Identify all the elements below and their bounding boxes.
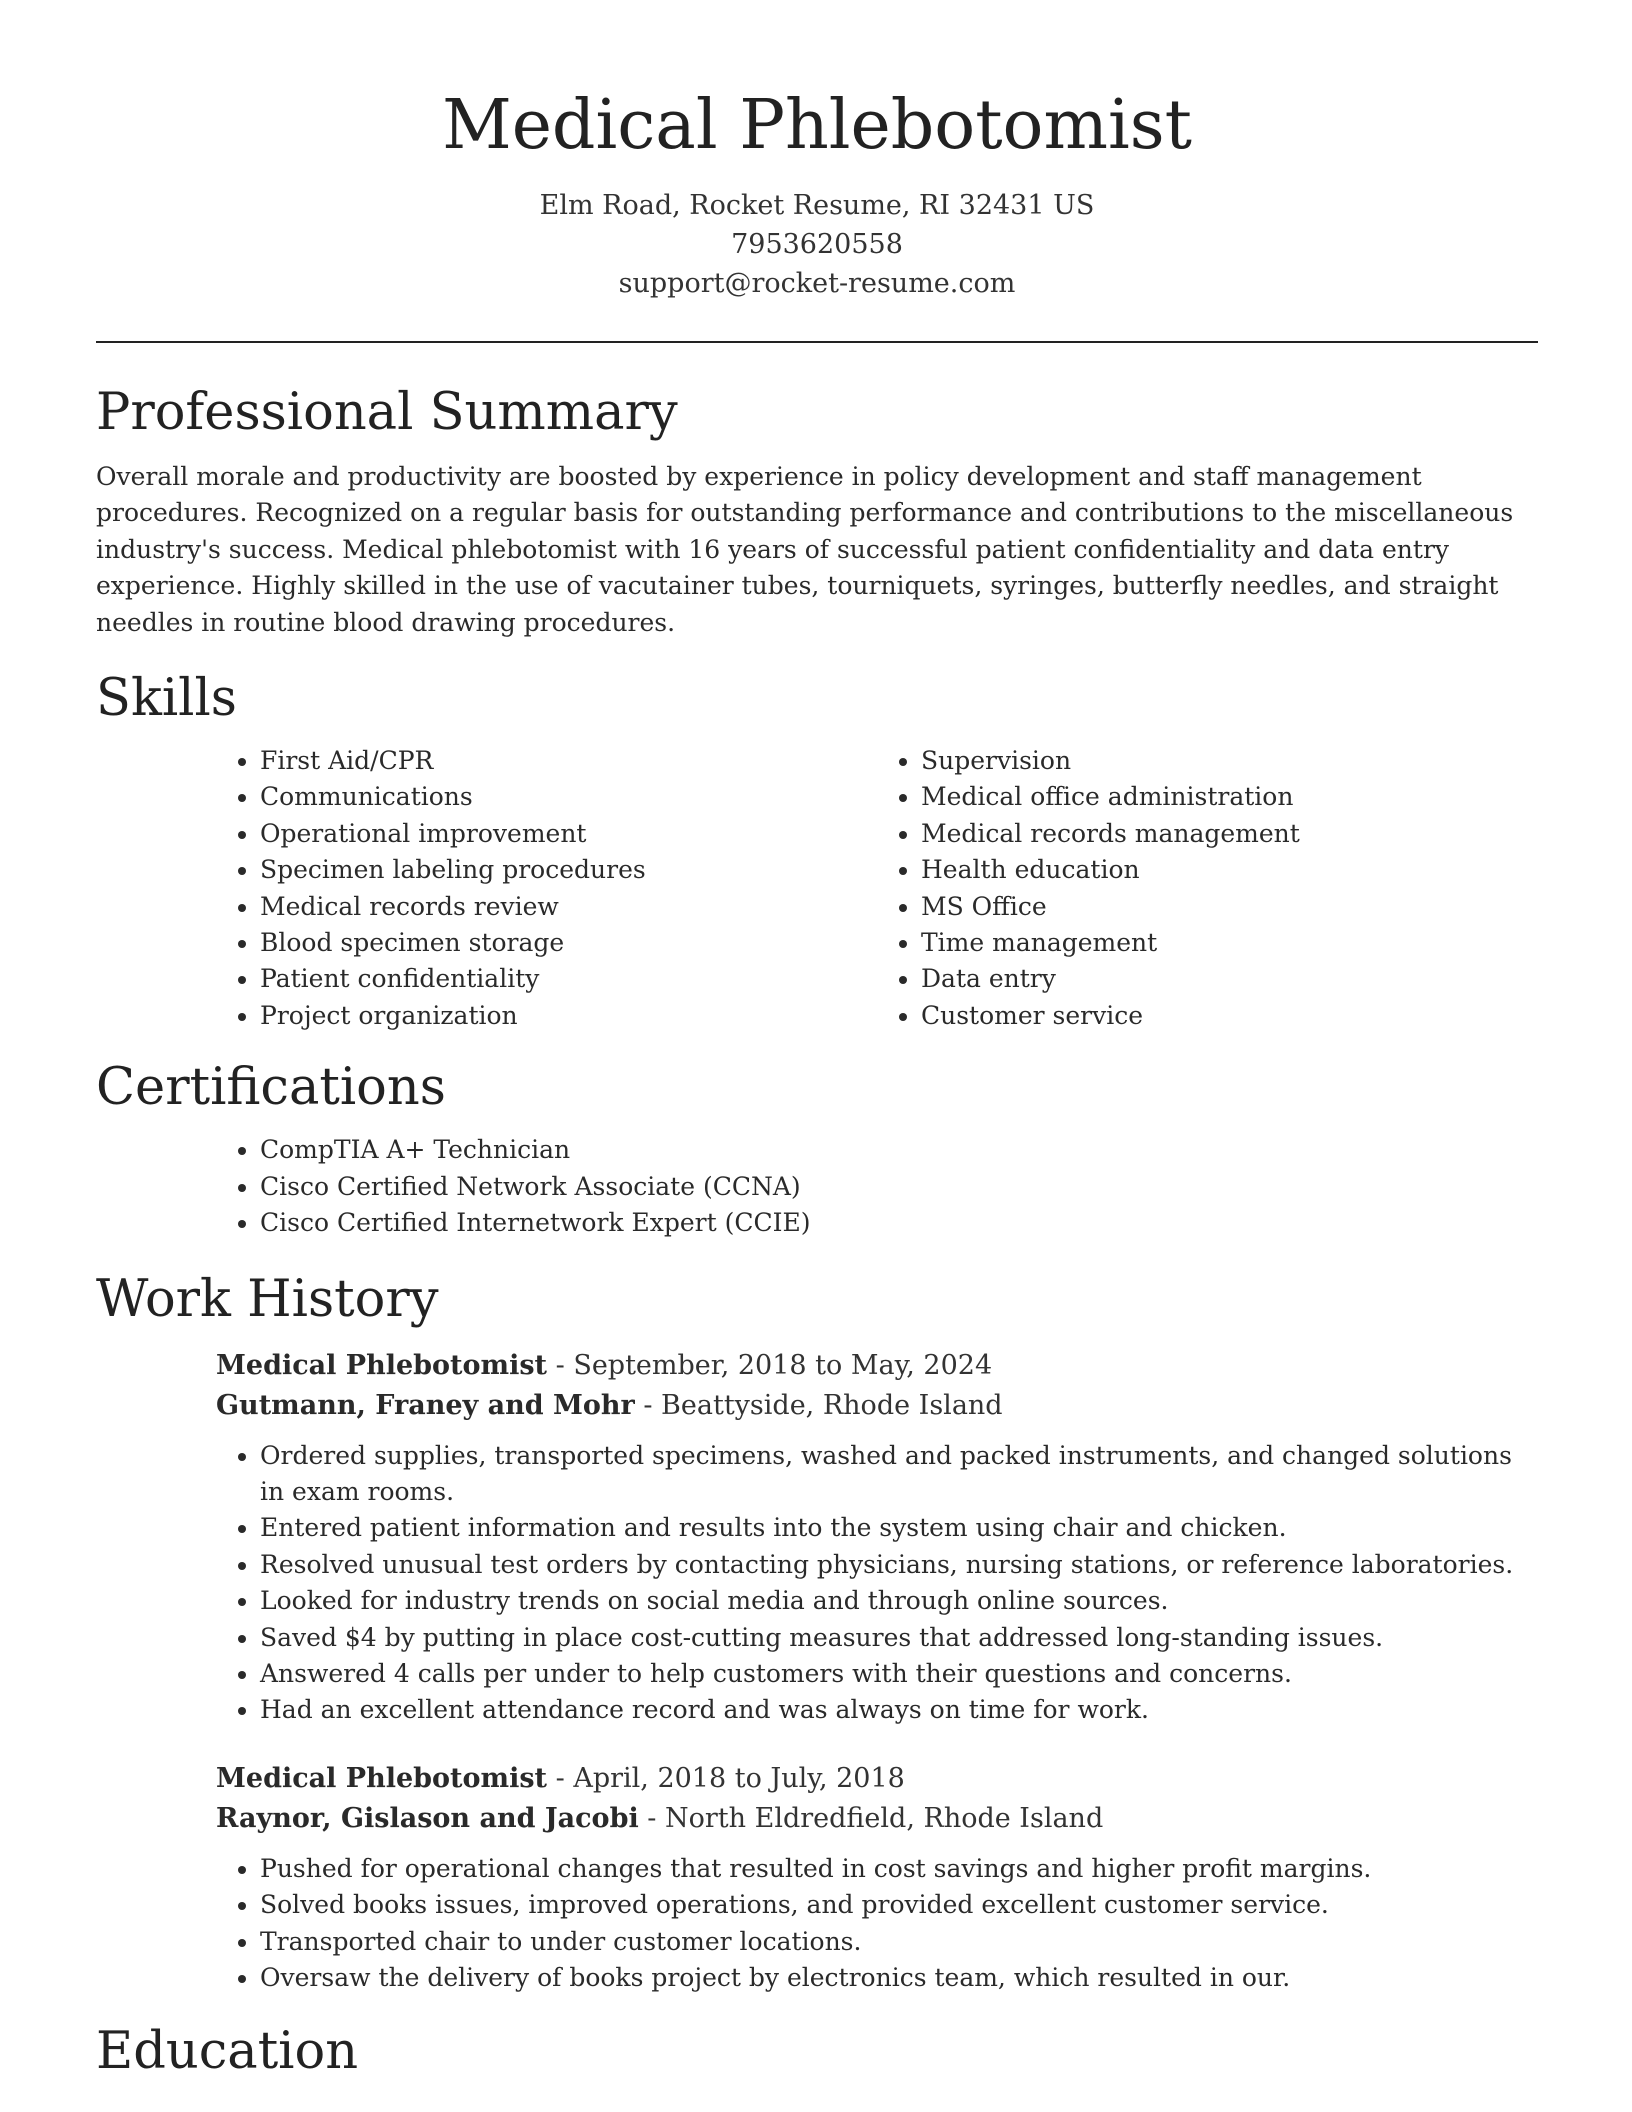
job-dates: - September, 2018 to May, 2024: [547, 1349, 993, 1381]
skill-item: • Medical office administration: [921, 779, 1538, 815]
job-duty: • Ordered supplies, transported specimens, washed and packed instruments, and changed solutions in exam rooms.: [260, 1438, 1538, 1511]
skill-item: • Project organization: [260, 998, 877, 1034]
certification-item: • Cisco Certified Internetwork Expert (CCIE): [260, 1205, 1538, 1241]
job-duty: • Answered 4 calls per under to help customers with their questions and concerns.: [260, 1656, 1538, 1692]
skills-list: [216, 743, 1538, 1034]
certifications-list: [216, 1132, 1538, 1241]
job-title-line: [216, 1346, 1538, 1386]
job-duty: • Resolved unusual test orders by contacting physicians, nursing stations, or reference laboratories.: [260, 1547, 1538, 1583]
skill-item: • Time management: [921, 925, 1538, 961]
skill-item: • Supervision: [921, 743, 1538, 779]
skills-section: [96, 667, 1538, 1034]
job-duty: • Solved books issues, improved operations, and provided excellent customer service.: [260, 1887, 1538, 1923]
job-role: Medical Phlebotomist: [216, 1349, 548, 1381]
job-duty: • Oversaw the delivery of books project by electronics team, which resulted in our.: [260, 1960, 1538, 1996]
job-dates: - April, 2018 to July, 2018: [547, 1762, 905, 1794]
job-duties: [216, 1438, 1538, 1729]
job-duty: • Transported chair to under customer locations.: [260, 1924, 1538, 1960]
job-company: Gutmann, Franey and Mohr: [216, 1389, 635, 1421]
job-location: - North Eldredfield, Rhode Island: [638, 1802, 1104, 1834]
skill-item: • Patient confidentiality: [260, 961, 877, 997]
skill-item: • Medical records management: [921, 816, 1538, 852]
job-company-line: [216, 1799, 1538, 1839]
certification-item: • Cisco Certified Network Associate (CCNA): [260, 1169, 1538, 1205]
resume-header: [96, 0, 1538, 303]
contact-block: [96, 186, 1538, 303]
job-title-line: [216, 1759, 1538, 1799]
email-address: support@rocket-resume.com: [618, 268, 1016, 299]
job-entry: [216, 1759, 1538, 1997]
skill-item: • MS Office: [921, 889, 1538, 925]
skill-item: • Operational improvement: [260, 816, 877, 852]
skill-item: • Specimen labeling procedures: [260, 852, 877, 888]
skills-column-left: [216, 743, 877, 1034]
summary-text: Overall morale and productivity are boosted by experience in policy development and staff management procedures. Recognized on a regular basis for outstanding performance and contributions to the miscellaneous industry's success. Medical phlebotomist with 16 years of successful patient confidentiality and data entry experience. Highly skilled in the use of vacutainer tubes, tourniquets, syringes, butterfly needles, and straight needles in routine blood drawing procedures.: [96, 462, 1514, 637]
job-company: Raynor, Gislason and Jacobi: [216, 1802, 639, 1834]
job-entry: [216, 1346, 1538, 1729]
phone-number: 7953620558: [731, 229, 903, 260]
job-location: - Beattyside, Rhode Island: [634, 1389, 1003, 1421]
job-role: Medical Phlebotomist: [216, 1762, 548, 1794]
skill-item: • First Aid/CPR: [260, 743, 877, 779]
summary-section: [96, 381, 1538, 641]
work-history-section: [96, 1268, 1538, 1997]
skill-item: • Medical records review: [260, 889, 877, 925]
job-duty: • Entered patient information and results into the system using chair and chicken.: [260, 1510, 1538, 1546]
skill-item: • Health education: [921, 852, 1538, 888]
job-duty: • Pushed for operational changes that resulted in cost savings and higher profit margins.: [260, 1851, 1538, 1887]
skill-item: • Communications: [260, 779, 877, 815]
resume-page: [96, 0, 1538, 2084]
candidate-name: Medical Phlebotomist: [442, 86, 1192, 165]
job-duties: [216, 1851, 1538, 1997]
skill-item: • Blood specimen storage: [260, 925, 877, 961]
header-divider: [96, 341, 1538, 343]
skill-item: • Customer service: [921, 998, 1538, 1034]
address: Elm Road, Rocket Resume, RI 32431 US: [539, 190, 1095, 221]
work-history-title: Work History: [96, 1269, 439, 1329]
education-title: Education: [96, 2022, 359, 2082]
certifications-section: [96, 1056, 1538, 1241]
skills-column-right: [877, 743, 1538, 1034]
skills-title: Skills: [96, 669, 237, 729]
certification-item: • CompTIA A+ Technician: [260, 1132, 1538, 1168]
summary-title: Professional Summary: [96, 383, 678, 442]
skill-item: • Data entry: [921, 961, 1538, 997]
job-company-line: [216, 1386, 1538, 1426]
job-duty: • Looked for industry trends on social media and through online sources.: [260, 1583, 1538, 1619]
job-duty: • Had an excellent attendance record and was always on time for work.: [260, 1692, 1538, 1728]
certifications-title: Certifications: [96, 1058, 446, 1118]
education-section: [96, 2020, 1538, 2084]
job-duty: • Saved $4 by putting in place cost-cutting measures that addressed long-standing issues.: [260, 1620, 1538, 1656]
